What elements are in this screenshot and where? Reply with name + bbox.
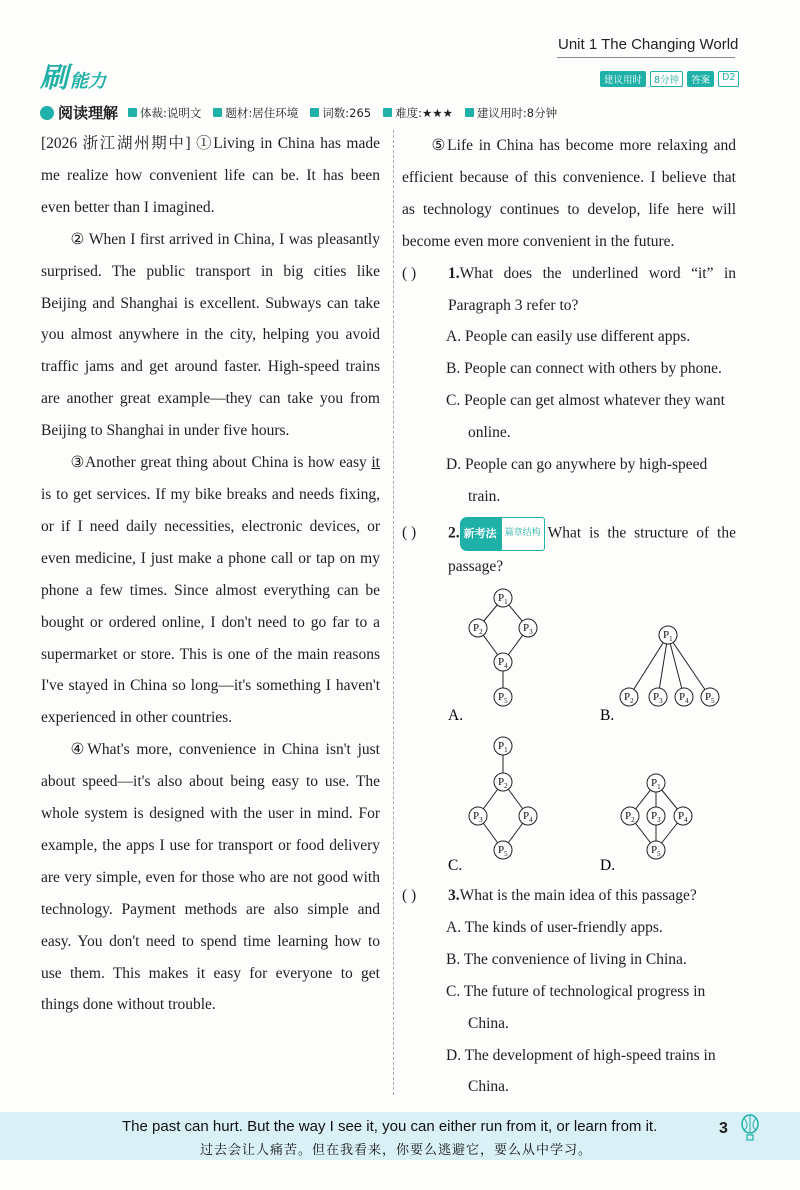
diagram-node-p3: $P_3$ <box>653 691 663 705</box>
q1-option-b: B. People can connect with others by phone. <box>446 360 722 378</box>
diagram-node-p4: $P_4$ <box>523 810 533 824</box>
section-title: 阅读理解 <box>58 104 119 122</box>
diagram-node-p2: $P_2$ <box>473 622 483 636</box>
diagram-node-p4: $P_4$ <box>679 691 689 705</box>
passage-left <box>41 128 380 1021</box>
diagram-node-p3: $P_3$ <box>473 810 483 824</box>
header-rule <box>557 57 735 58</box>
diagram-node-p2: $P_2$ <box>624 691 634 705</box>
diagram-node-p1: $P_1$ <box>498 592 508 606</box>
q1-option-a: A. People can easily use different apps. <box>446 328 691 346</box>
topic-icon <box>213 108 222 117</box>
passage-right <box>402 130 736 583</box>
diagram-node-p5: $P_5$ <box>498 691 508 705</box>
footer-quote-zh: 过去会让人痛苦。但在我看来，你要么逃避它，要么从中学习。 <box>200 1143 593 1158</box>
diagram-node-p2: $P_2$ <box>625 810 635 824</box>
option-a-label: A. <box>448 707 464 724</box>
paragraph-4: ④What's more, convenience in China isn't just about speed—it's also about being easy to use. The whole system is designed with the user in mind. For example, the apps I use for transport or food delivery are very simple, even for those who are not good with technology. Payment methods are also simple and easy. You don't need to spend time learning how to use them. This makes it easy for everyone to get things done without trouble. <box>41 741 380 1014</box>
unit-title: Unit 1 The Changing World <box>558 36 739 53</box>
diagram-node-p1: $P_1$ <box>651 777 661 791</box>
q1-text: What does the underlined word “it” in Paragraph 3 refer to? <box>448 264 736 314</box>
question-1: ( ) 1.What does the underlined word “it” in Paragraph 3 refer to? A. People can easily use different apps. B. People can connect with others by phone. C. People can get almost whatever they want online. D. People can go anywhere by high-speed train. <box>402 258 736 513</box>
structure-diagrams <box>440 580 740 880</box>
diagram-node-p4: $P_4$ <box>498 656 508 670</box>
diagram-node-p5: $P_5$ <box>651 844 661 858</box>
genre-icon <box>128 108 137 117</box>
diagram-node-p5: $P_5$ <box>705 691 715 705</box>
option-b-label: B. <box>600 707 615 724</box>
header-tags <box>600 71 739 87</box>
difficulty-icon <box>383 108 392 117</box>
paragraph-1: [2026 浙江湖州期中] ①Living in China has made me realize how convenient life can be. It has been even better than I imagined. <box>41 135 380 216</box>
page-number: 3 <box>719 1120 728 1137</box>
diagram-node-p3: $P_3$ <box>523 622 533 636</box>
section-bar <box>40 102 569 123</box>
answer-bracket[interactable]: ( ) <box>402 887 417 904</box>
diagram-node-p3: $P_3$ <box>651 810 661 824</box>
diagram-node-p5: $P_5$ <box>498 844 508 858</box>
balloon-icon <box>739 1114 761 1142</box>
diagram-node-p1: $P_1$ <box>498 740 508 754</box>
question-2: ( ) 2. 新考法 篇章结构 What is the structure of the passage? <box>402 517 736 583</box>
q3-option-c: C. The future of technological progress in China. <box>446 982 706 1032</box>
answer-bracket[interactable]: ( ) <box>402 264 417 282</box>
answer-tag-value: D2 <box>718 71 739 87</box>
words-icon <box>310 108 319 117</box>
q3-text: What is the main idea of this passage? <box>459 887 697 904</box>
answer-tag-label: 答案 <box>687 71 714 87</box>
meta-topic: 题材:居住环境 <box>213 105 298 121</box>
meta-words: 词数:265 <box>310 105 371 121</box>
section-dot-icon <box>40 106 54 120</box>
answer-bracket[interactable]: ( ) <box>402 523 417 541</box>
diagram-node-p2: $P_2$ <box>498 776 508 790</box>
meta-genre: 体裁:说明文 <box>128 105 201 121</box>
underlined-it: it <box>371 454 380 472</box>
q1-option-d: D. People can go anywhere by high-speed train. <box>446 456 708 505</box>
footer-quote-en: The past can hurt. But the way I see it, you can either run from it, or learn from it. <box>122 1118 658 1135</box>
time-tag-label: 建议用时 <box>600 71 646 87</box>
meta-difficulty: 难度:★★★ <box>383 105 453 121</box>
meta-time: 建议用时:8分钟 <box>465 105 557 121</box>
q3-option-d: D. The development of high-speed trains in China. <box>446 1046 716 1096</box>
diagram-node-p1: $P_1$ <box>663 629 673 643</box>
clock-icon <box>465 108 474 117</box>
paragraph-5: ⑤Life in China has become more relaxing and efficient because of this convenience. I believe that as technology continues to develop, life here will become even more convenient in the future. <box>402 137 736 250</box>
column-divider <box>393 130 395 1095</box>
new-method-tag: 新考法 篇章结构 <box>460 517 545 551</box>
question-3: ( ) 3.What is the main idea of this passage? A. The kinds of user-friendly apps. B. The convenience of living in China. C. The future of technological progress in China. D. The development of high-speed trains in China. <box>402 880 736 1103</box>
option-c-label: C. <box>448 857 463 874</box>
brand-logo: 刷能力 <box>40 61 107 94</box>
time-tag-value: 8分钟 <box>650 71 683 87</box>
q3-option-b: B. The convenience of living in China. <box>446 950 687 968</box>
q1-option-c: C. People can get almost whatever they want online. <box>446 392 725 442</box>
q3-option-a: A. The kinds of user-friendly apps. <box>446 918 663 936</box>
q2-text: What is the structure of the passage? <box>448 524 736 575</box>
paragraph-2: ② When I first arrived in China, I was pleasantly surprised. The public transport in big cities like Beijing and Shanghai is excellent. Subways can take you almost anywhere in the city, helping you avoid traffic jams and get around faster. High-speed trains are another great example—they can take you from Beijing to Shanghai in under five hours. <box>41 230 380 440</box>
paragraph-3: ③Another great thing about China is how easy it is to get services. If my bike breaks and needs fixing, or if I need daily necessities, electronic devices, or even medicine, I just make a phone call or tap on my phone a few times. Since almost everything can be bought or ordered online, I don't need to go far to a supermarket or store. This is one of the main reasons I've stayed in China so long—it's something I haven't experienced in other countries. <box>41 454 380 727</box>
option-d-label: D. <box>600 857 616 874</box>
diagram-node-p4: $P_4$ <box>678 810 688 824</box>
